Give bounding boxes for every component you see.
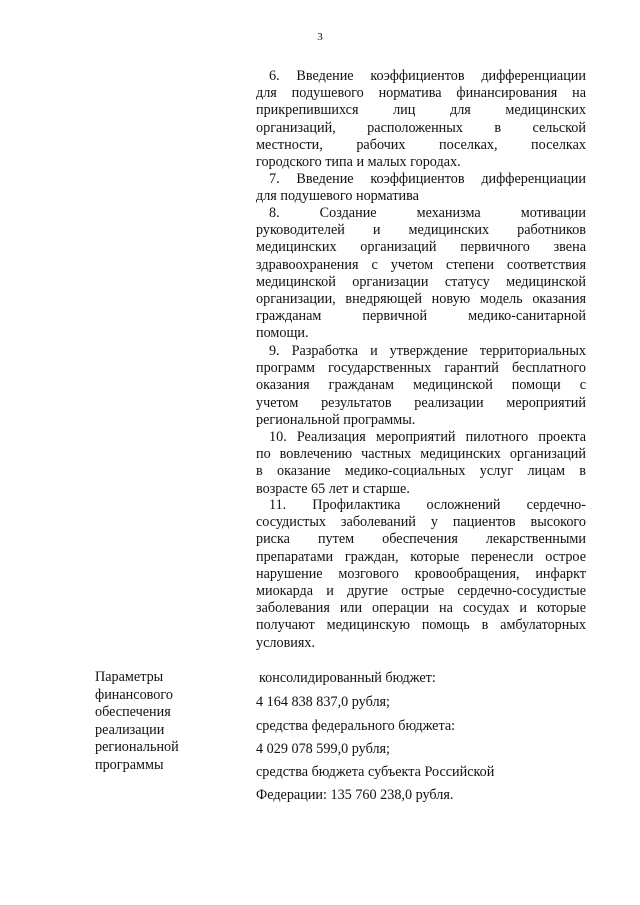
label-line: Параметры [95,669,164,685]
text-line: организации, внедряющей новую модель оказания [256,291,586,308]
text-line: для подушевого норматива финансирования на [256,85,586,102]
text-line: учетом результатов реализации мероприятий [256,394,586,411]
text-line: руководителей и медицинских работников [256,222,586,239]
text-line: гражданам первичной медико-санитарной [256,308,586,325]
list-item-10 [256,429,586,498]
text-line: риска путем обеспечения лекарственными [256,531,586,548]
text-line: оказания гражданам медицинской помощи с [256,377,586,394]
federal-budget-value: 4 029 078 599,0 рубля; [256,741,390,757]
text-line: нарушение мозгового кровообращения, инфаркт [256,565,586,582]
regional-budget-label: средства бюджета субъекта Российской [256,764,495,780]
text-line: медицинской организации статусу медицинской [256,273,586,290]
text-line: возрасте 65 лет и старше. [256,480,410,497]
label-line: реализации [95,721,165,738]
text-line: препаратами граждан, которые перенесли острое [256,548,586,565]
list-item-7 [256,171,586,205]
text-line: 7. Введение коэффициентов дифференциации [269,171,586,187]
list-item-11 [256,497,586,652]
text-line: миокарда и другие острые сердечно-сосудистые [256,583,586,600]
consolidated-budget-value: 4 164 838 837,0 рубля; [256,694,390,710]
text-line: 6. Введение коэффициентов дифференциации [269,68,586,84]
label-line: программы [95,756,164,773]
text-line: получают медицинскую помощь в амбулаторных [256,617,586,634]
text-line: медицинских организаций первичного звена [256,239,586,256]
text-line: организаций, расположенных в сельской [256,119,586,136]
page-number: 3 [317,31,323,43]
text-line: сосудистых заболеваний у пациентов высокого [256,514,586,531]
label-line: обеспечения [95,704,171,721]
text-line: 10. Реализация мероприятий пилотного проекта [269,429,586,445]
text-line: программ государственных гарантий бесплатного [256,360,586,377]
label-line: финансового [95,686,173,703]
list-item-6 [256,68,586,171]
text-line: 11. Профилактика осложнений сердечно- [269,497,586,513]
text-line: по вовлечению частных медицинских организаций [256,446,586,463]
text-line: помощи. [256,325,309,342]
financing-parameters-label [95,669,235,775]
federal-budget-label: средства федерального бюджета: [256,718,456,734]
text-line: 8. Создание механизма мотивации [269,205,586,221]
text-line: здравоохранения с учетом степени соответствия [256,256,586,273]
text-line: в оказание медико-социальных услуг лицам в [256,463,586,480]
text-line: условиях. [256,634,316,651]
consolidated-budget-label: консолидированный бюджет: [259,670,436,686]
text-line: для подушевого норматива [256,188,419,205]
label-line: региональной [95,739,179,756]
text-line: региональной программы. [256,411,416,428]
text-line: прикрепившихся лиц для медицинских [256,102,586,119]
text-line: местности, рабочих поселках, поселках [256,136,586,153]
text-line: 9. Разработка и утверждение территориальных [269,343,586,359]
regional-budget-value: Федерации: 135 760 238,0 рубля. [256,787,454,803]
list-item-9 [256,343,586,429]
text-line: заболевания или операции на сосудах и которые [256,600,586,617]
list-item-8 [256,205,586,343]
text-line: городского типа и малых городах. [256,154,461,171]
